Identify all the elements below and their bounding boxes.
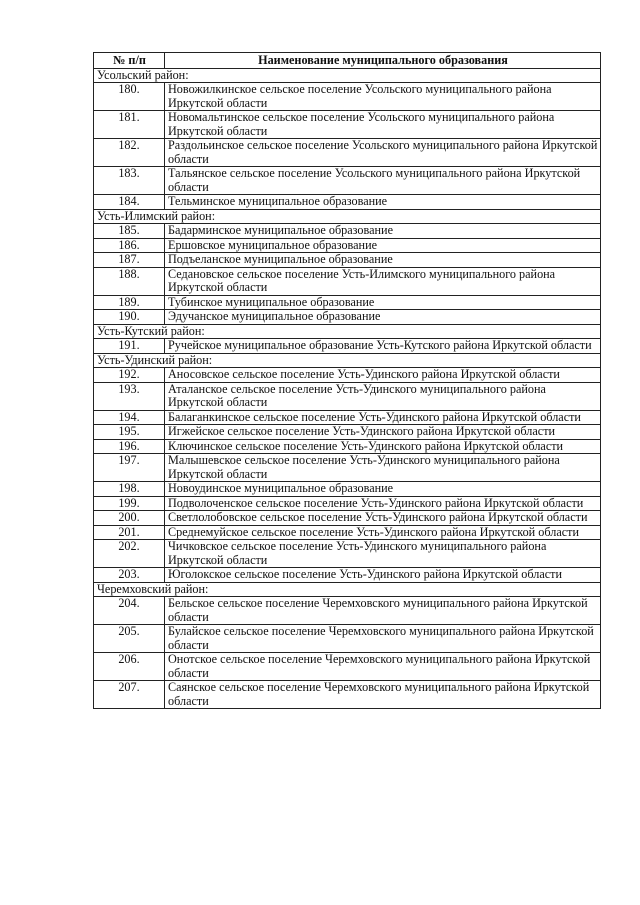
table-row — [94, 439, 601, 454]
row-name: Новоудинское муниципальное образование — [165, 482, 601, 497]
row-name: Аносовское сельское поселение Усть-Удинского района Иркутской области — [165, 368, 601, 383]
row-number: 182. — [94, 139, 165, 167]
row-name: Эдучанское муниципальное образование — [165, 310, 601, 325]
row-name: Тальянское сельское поселение Усольского муниципального района Иркутской области — [165, 167, 601, 195]
row-name: Тельминское муниципальное образование — [165, 195, 601, 210]
municipalities-table — [93, 52, 601, 709]
group-title: Усть-Удинский район: — [94, 353, 601, 368]
document-page — [93, 52, 600, 709]
table-row — [94, 139, 601, 167]
row-number: 197. — [94, 454, 165, 482]
row-number: 200. — [94, 511, 165, 526]
table-row — [94, 267, 601, 295]
table-row — [94, 568, 601, 583]
row-number: 202. — [94, 540, 165, 568]
row-name: Подволоченское сельское поселение Усть-Удинского района Иркутской области — [165, 496, 601, 511]
table-row — [94, 238, 601, 253]
table-row — [94, 653, 601, 681]
table-row — [94, 425, 601, 440]
row-name: Бельское сельское поселение Черемховского муниципального района Иркутской области — [165, 597, 601, 625]
row-number: 193. — [94, 382, 165, 410]
row-name: Аталанское сельское поселение Усть-Удинского муниципального района Иркутской области — [165, 382, 601, 410]
row-number: 203. — [94, 568, 165, 583]
row-number: 194. — [94, 410, 165, 425]
row-number: 181. — [94, 111, 165, 139]
row-number: 189. — [94, 295, 165, 310]
group-row — [94, 582, 601, 597]
table-row — [94, 496, 601, 511]
table-row — [94, 83, 601, 111]
table-row — [94, 410, 601, 425]
table-row — [94, 253, 601, 268]
row-number: 186. — [94, 238, 165, 253]
table-row — [94, 111, 601, 139]
table-row — [94, 295, 601, 310]
row-name: Среднемуйское сельское поселение Усть-Удинского района Иркутской области — [165, 525, 601, 540]
row-name: Тубинское муниципальное образование — [165, 295, 601, 310]
group-row — [94, 353, 601, 368]
row-number: 198. — [94, 482, 165, 497]
table-row — [94, 224, 601, 239]
row-name: Новожилкинское сельское поселение Усольского муниципального района Иркутской области — [165, 83, 601, 111]
row-number: 180. — [94, 83, 165, 111]
row-name: Ершовское муниципальное образование — [165, 238, 601, 253]
row-number: 199. — [94, 496, 165, 511]
row-number: 188. — [94, 267, 165, 295]
row-number: 201. — [94, 525, 165, 540]
row-number: 204. — [94, 597, 165, 625]
row-name: Седановское сельское поселение Усть-Илимского муниципального района Иркутской области — [165, 267, 601, 295]
row-number: 191. — [94, 339, 165, 354]
row-number: 195. — [94, 425, 165, 440]
table-row — [94, 368, 601, 383]
group-row — [94, 209, 601, 224]
row-number: 190. — [94, 310, 165, 325]
row-name: Подъеланское муниципальное образование — [165, 253, 601, 268]
row-name: Ручейское муниципальное образование Усть-Кутского района Иркутской области — [165, 339, 601, 354]
row-number: 185. — [94, 224, 165, 239]
row-number: 183. — [94, 167, 165, 195]
row-name: Игжейское сельское поселение Усть-Удинского района Иркутской области — [165, 425, 601, 440]
row-name: Ключинское сельское поселение Усть-Удинского района Иркутской области — [165, 439, 601, 454]
table-row — [94, 511, 601, 526]
row-number: 196. — [94, 439, 165, 454]
table-row — [94, 540, 601, 568]
row-name: Светлолобовское сельское поселение Усть-Удинского района Иркутской области — [165, 511, 601, 526]
row-number: 187. — [94, 253, 165, 268]
table-row — [94, 310, 601, 325]
table-row — [94, 482, 601, 497]
table-body — [94, 68, 601, 709]
row-name: Раздольинское сельское поселение Усольского муниципального района Иркутской области — [165, 139, 601, 167]
row-name: Малышевское сельское поселение Усть-Удинского муниципального района Иркутской области — [165, 454, 601, 482]
table-row — [94, 382, 601, 410]
row-name: Новомальтинское сельское поселение Усольского муниципального района Иркутской области — [165, 111, 601, 139]
table-row — [94, 454, 601, 482]
table-row — [94, 167, 601, 195]
header-name: Наименование муниципального образования — [165, 53, 601, 69]
row-number: 206. — [94, 653, 165, 681]
row-name: Балаганкинское сельское поселение Усть-Удинского района Иркутской области — [165, 410, 601, 425]
row-name: Саянское сельское поселение Черемховского муниципального района Иркутской области — [165, 681, 601, 709]
table-row — [94, 681, 601, 709]
header-row — [94, 53, 601, 69]
group-row — [94, 68, 601, 83]
table-row — [94, 339, 601, 354]
group-title: Усть-Илимский район: — [94, 209, 601, 224]
row-name: Чичковское сельское поселение Усть-Удинского муниципального района Иркутской области — [165, 540, 601, 568]
row-name: Юголокское сельское поселение Усть-Удинского района Иркутской области — [165, 568, 601, 583]
row-name: Бадарминское муниципальное образование — [165, 224, 601, 239]
table-row — [94, 625, 601, 653]
table-row — [94, 597, 601, 625]
group-title: Усть-Кутский район: — [94, 324, 601, 339]
row-number: 192. — [94, 368, 165, 383]
header-number: № п/п — [94, 53, 165, 69]
table-row — [94, 525, 601, 540]
group-title: Черемховский район: — [94, 582, 601, 597]
row-name: Булайское сельское поселение Черемховского муниципального района Иркутской области — [165, 625, 601, 653]
row-name: Онотское сельское поселение Черемховского муниципального района Иркутской области — [165, 653, 601, 681]
group-title: Усольский район: — [94, 68, 601, 83]
row-number: 184. — [94, 195, 165, 210]
group-row — [94, 324, 601, 339]
row-number: 205. — [94, 625, 165, 653]
table-row — [94, 195, 601, 210]
row-number: 207. — [94, 681, 165, 709]
